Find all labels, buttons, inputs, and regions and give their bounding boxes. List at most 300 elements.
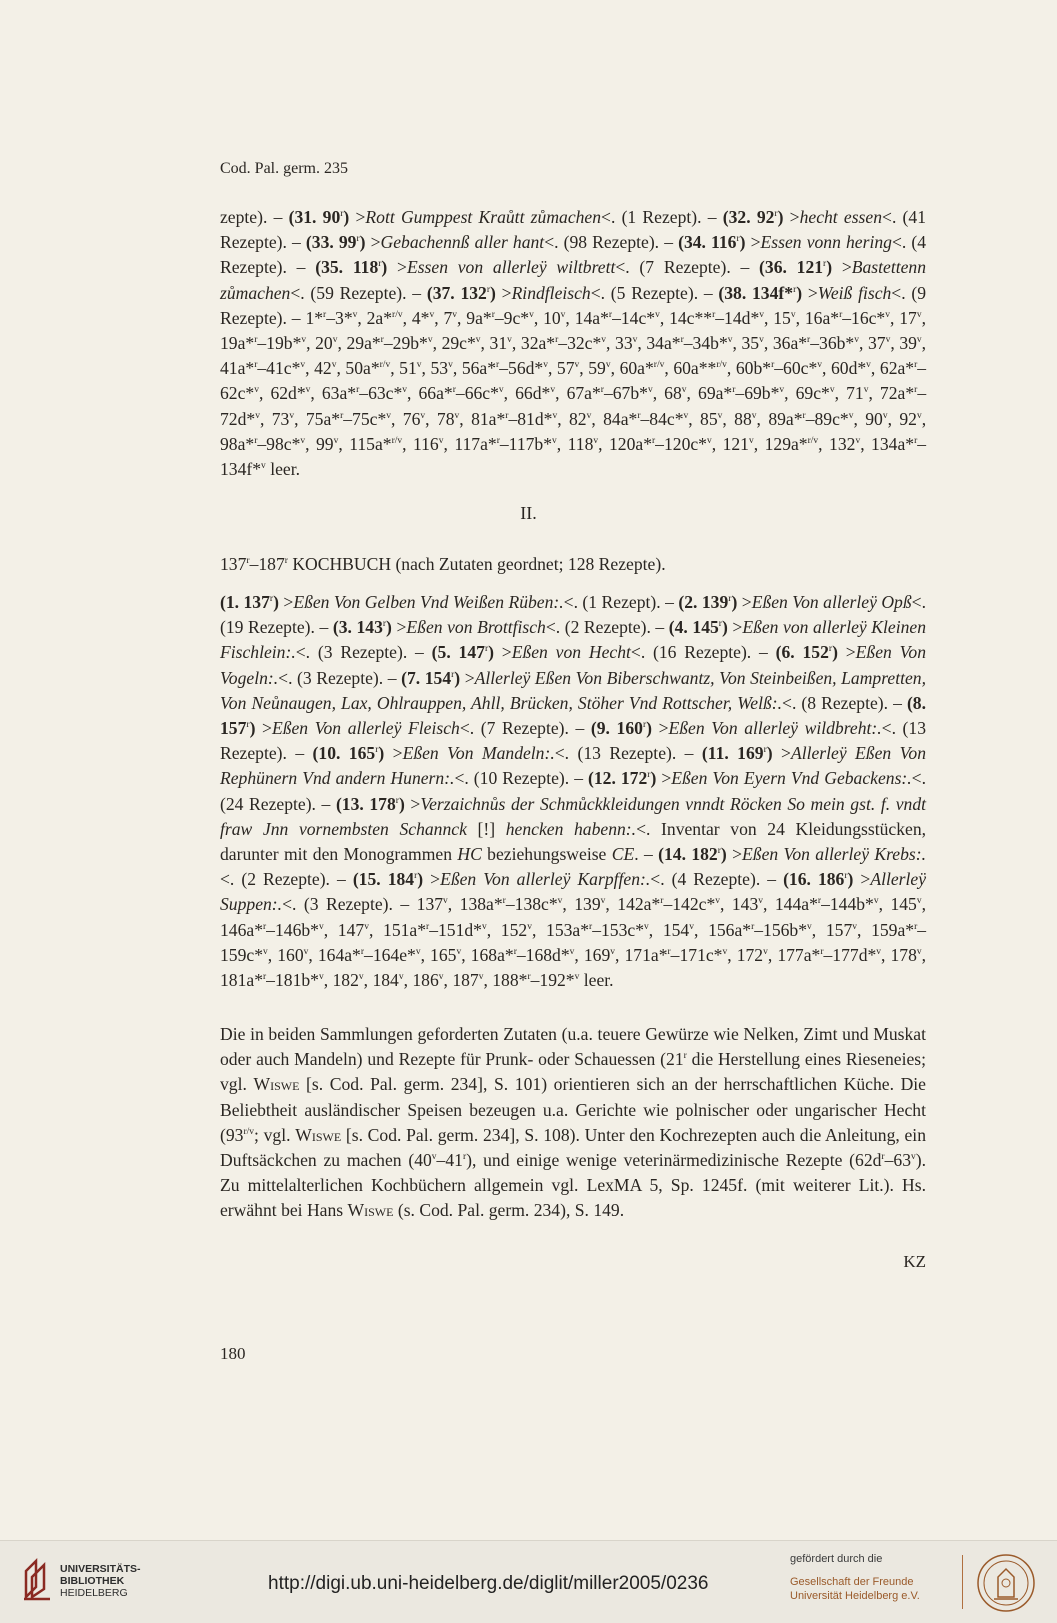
text-segment: Eßen Von allerleÿ Krebs:. (742, 844, 926, 865)
text-segment: v (574, 360, 580, 371)
text-segment: , 165 (420, 944, 457, 965)
text-segment: v (916, 309, 922, 320)
text-segment: v (402, 385, 408, 396)
text-segment: (34. 116 (678, 232, 737, 253)
text-segment: (6. 152 (775, 642, 829, 663)
text-segment: v (456, 946, 462, 957)
text-segment: –168d* (516, 944, 570, 965)
text-segment: , 160 (267, 944, 304, 965)
text-segment: v (916, 410, 922, 421)
text-segment: –60c* (774, 358, 818, 379)
text-segment: , 151a* (368, 919, 427, 940)
text-segment: r (914, 921, 918, 932)
text-segment: > (737, 592, 752, 612)
text-segment: v (427, 334, 433, 345)
text-segment: r (323, 309, 327, 320)
text-segment: v (748, 435, 754, 446)
text-segment: (9. 160 (590, 718, 643, 739)
text-segment: v (683, 410, 689, 421)
text-segment: , 14a* (565, 307, 609, 328)
text-segment: , 88 (722, 408, 752, 429)
text-segment: ) (796, 282, 803, 303)
text-segment: v (431, 1151, 437, 1162)
text-segment: , 32a* (511, 333, 556, 354)
text-segment: , 156a* (693, 919, 752, 940)
text-segment: , 4* (402, 307, 430, 328)
text-segment: v (300, 435, 306, 446)
text-segment: <. (41 Rezepte). – (220, 207, 926, 253)
text-segment: (35. 118 (315, 257, 379, 278)
text-segment: <. (1 Rezept). – (601, 207, 723, 227)
text-segment: v (429, 309, 435, 320)
text-segment: r (712, 309, 716, 320)
text-segment: Wiswe (347, 1200, 394, 1221)
text-segment: –63 (884, 1150, 911, 1171)
text-segment: , 34a* (637, 333, 681, 354)
text-segment: <. (24 Rezepte). – (220, 768, 926, 814)
text-segment: v (817, 360, 822, 371)
text-segment: r (496, 435, 500, 446)
text-segment: r (491, 309, 495, 320)
text-segment: r/v (392, 309, 403, 320)
text-segment: r (254, 435, 258, 446)
text-segment: v (364, 921, 369, 932)
text-segment: Eßen Von allerleÿ Opß (751, 592, 912, 612)
text-segment: , 121 (711, 433, 749, 454)
text-segment: <. (8 Rezepte). – (782, 692, 907, 713)
text-segment: , 153a* (531, 919, 590, 940)
text-segment: , 164a* (308, 944, 361, 965)
text-segment: –159c* (220, 919, 927, 965)
text-segment: , 2a* (357, 307, 393, 328)
text-segment: ) (646, 718, 652, 739)
text-segment: v (358, 971, 364, 982)
text-segment: , 182 (323, 970, 359, 991)
text-segment: <. (13 Rezepte). – (554, 743, 702, 764)
text-segment: r (360, 946, 365, 957)
text-segment: r (462, 1151, 467, 1162)
text-segment: v (759, 334, 764, 345)
text-segment: , 129a* (753, 433, 808, 454)
text-segment: , 16a* (795, 307, 840, 328)
text-segment: <. (7 Rezepte). – (459, 718, 591, 739)
text-segment: ) (386, 617, 392, 638)
text-segment: , 53 (421, 358, 449, 379)
text-segment: , 17 (889, 307, 917, 328)
text-segment: <. (19 Rezepte). – (220, 592, 926, 638)
text-segment: , 60b* (726, 358, 772, 379)
text-segment: , 67a* (555, 383, 601, 404)
text-segment: –84c* (640, 408, 684, 429)
text-segment: r (486, 284, 491, 295)
text-segment: , 62a* (870, 358, 915, 379)
text-segment: v (689, 921, 694, 932)
text-segment: Eßen Von allerleÿ wildbreht:. (668, 718, 882, 739)
text-segment: > (802, 282, 818, 303)
text-segment: > (391, 617, 407, 638)
text-segment: ). Zu mittelalterlichen Kochbüchern allgemein vgl. LexMA 5, Sp. 1245f. (mit weiterer Lit.). Hs. erwähnt bei Hans (220, 1150, 926, 1221)
text-segment: , 63a* (310, 383, 357, 404)
text-segment: v (527, 921, 532, 932)
text-segment: Eßen Von Eyern Vnd Gebackens:. (671, 768, 912, 789)
text-segment: ) (488, 642, 494, 663)
text-segment: , 85 (688, 408, 718, 429)
text-segment: (7. 154 (401, 667, 452, 688)
text-segment: <. (2 Rezepte). – (220, 869, 353, 890)
text-segment: v (717, 410, 723, 421)
text-segment: v (331, 360, 337, 371)
text-segment: r (505, 410, 509, 421)
text-segment: <. (4 Rezepte). – (220, 232, 927, 278)
text-segment: <. Inventar von 24 Kleidungsstücken, darunter mit den Monogrammen (220, 818, 927, 865)
library-name: UNIVERSITÄTS- BIBLIOTHEK HEIDELBERG (60, 1563, 141, 1599)
text-segment: , 99 (305, 433, 334, 454)
text-segment: v (569, 946, 575, 957)
text-segment: Allerleÿ Suppen:. (220, 869, 927, 915)
text-segment: Eßen Von allerleÿ Karpffen:. (440, 869, 651, 890)
text-segment: , 159a* (857, 919, 915, 940)
text-segment: <. (5 Rezepte). – (590, 282, 719, 303)
text-segment: v (550, 385, 556, 396)
text-segment: Wiswe (253, 1074, 300, 1095)
text-segment: –36b* (810, 333, 855, 354)
ub-heidelberg-logo-icon (22, 1557, 52, 1601)
text-segment: v (779, 385, 785, 396)
text-segment: <. (9 Rezepte). – 1* (220, 282, 927, 328)
text-segment: –89c* (805, 408, 849, 429)
text-segment: –134f* (220, 433, 927, 480)
text-segment: <. (98 Rezepte). – (544, 232, 679, 253)
text-segment: –69b* (735, 383, 780, 404)
text-segment: r (793, 284, 797, 295)
text-segment: r (667, 946, 671, 957)
text-segment: ), und einige wenige veterinärmedizinische Rezepte (62d (466, 1150, 882, 1171)
text-segment: v (863, 385, 869, 396)
text-segment: (2. 139 (678, 592, 729, 612)
text-segment: [s. Cod. Pal. germ. 234], S. 101) orientieren sich an der herrschaftlichen Küche. Die Beliebtheit ausländischer Speisen bezeugen u.a. Gerichte wie polnischer oder ungarischer Hecht (93 (220, 1074, 926, 1145)
text-segment: –192* (530, 970, 575, 991)
text-segment: , 31 (480, 333, 508, 354)
text-segment: r/v (379, 360, 391, 371)
text-segment: [s. Cod. Pal. germ. 234], S. 108). Unter den Kochrezepten auch die Anleitung, ein Duftsäckchen zu machen (40 (220, 1124, 926, 1171)
text-segment: , 42 (305, 358, 332, 379)
text-segment: Die in beiden Sammlungen geforderten Zutaten (u.a. teuere Gewürze wie Nelken, Zimt und Muskat oder auch Mandeln) und Rezepte für Prunk- oder Schauessen (21 (220, 1024, 926, 1070)
running-header: Cod. Pal. germ. 235 (220, 160, 348, 177)
text-segment: v (263, 946, 268, 957)
text-segment: r (426, 921, 430, 932)
text-segment: r/v (653, 360, 665, 371)
text-segment: v (475, 334, 481, 345)
text-segment: > (745, 232, 761, 253)
text-segment: , 118 (556, 433, 594, 454)
text-segment: Allerleÿ Eßen Von Rephünern Vnd andern Hunern:. (220, 743, 927, 789)
text-segment: beziehungsweise (481, 844, 612, 865)
section-heading (220, 552, 926, 577)
text-segment: r (356, 234, 360, 245)
text-segment: ) (650, 768, 657, 789)
text-segment: , 147 (323, 919, 365, 940)
text-segment: <. (2 Rezepte). – (545, 617, 669, 638)
text-segment: r (527, 971, 531, 982)
text-segment: , 84a* (591, 408, 638, 429)
text-segment: Eßen von allerleÿ Kleinen Fischlein:. (220, 617, 927, 663)
text-segment: . – (634, 844, 659, 865)
text-segment: Essen von allerleÿ wiltbrett (406, 257, 616, 278)
text-segment: (33. 99 (305, 232, 357, 253)
paragraph-recipes-continued (220, 205, 926, 482)
text-segment: , 171a* (615, 944, 668, 965)
text-segment: , 62d* (258, 383, 306, 404)
text-segment: v (333, 435, 339, 446)
text-segment: Essen vonn hering (760, 232, 892, 253)
text-segment: , 138a* (447, 894, 503, 915)
text-segment: , 177a* (767, 944, 821, 965)
text-segment: , 139 (562, 894, 601, 915)
text-segment: r (340, 208, 344, 219)
text-segment: v (415, 946, 421, 957)
text-segment: v (605, 360, 611, 371)
text-segment: r (263, 971, 267, 982)
text-segment: zepte). – (220, 207, 289, 227)
text-segment: r (496, 360, 500, 371)
text-segment: v (420, 410, 426, 421)
text-segment: v (318, 921, 324, 932)
text-segment: r (513, 946, 517, 957)
text-segment: –164e* (364, 944, 416, 965)
text-segment: –41 (436, 1150, 463, 1171)
text-segment: > (837, 642, 856, 663)
text-segment: ) (381, 257, 388, 278)
text-segment: –9c* (494, 307, 530, 328)
text-segment: leer. (265, 459, 300, 480)
text-segment: (14. 182 (658, 844, 718, 865)
text-segment: , 178 (881, 944, 917, 965)
text-segment: –98c* (257, 433, 301, 454)
text-segment: v (655, 309, 660, 320)
text-segment: leer. (579, 970, 614, 991)
text-segment: , 33 (606, 333, 633, 354)
text-segment: <. (7 Rezepte). – (615, 257, 760, 278)
text-segment: r/v (243, 1126, 255, 1137)
text-segment: r (356, 385, 360, 396)
text-segment: , 57 (547, 358, 575, 379)
text-segment: > (783, 207, 800, 227)
text-segment: ) (249, 718, 256, 739)
text-segment: , 69c* (784, 383, 830, 404)
text-segment: CE (611, 844, 635, 865)
text-segment: –41c* (257, 358, 301, 379)
text-segment: > (832, 257, 852, 278)
text-segment: , 116 (402, 433, 439, 454)
text-segment: r (414, 871, 418, 882)
text-segment: r (284, 555, 288, 566)
text-segment: ) (378, 743, 385, 764)
text-segment: v (586, 410, 592, 421)
text-segment: , 51 (390, 358, 417, 379)
text-segment: ) (720, 844, 727, 865)
text-segment: , 144a* (763, 894, 818, 915)
text-segment: , 181a* (220, 944, 927, 991)
text-segment: Rott Gumppest Kraůtt zůmachen (365, 207, 602, 227)
text-segment: –32c* (558, 333, 602, 354)
text-segment: r (660, 896, 664, 907)
text-segment: Eßen von Hecht (511, 642, 631, 663)
text-segment: , 78 (425, 408, 455, 429)
text-segment: (4. 145 (668, 617, 719, 638)
text-segment: –14d* (715, 307, 760, 328)
text-segment: v (438, 971, 444, 982)
text-segment: v (790, 309, 796, 320)
text-segment: (31. 90 (288, 207, 341, 227)
text-segment: v (352, 309, 358, 320)
text-segment: Bastettenn zůmachen (220, 257, 927, 303)
text-segment: v (478, 971, 484, 982)
text-segment: > (278, 592, 294, 612)
text-segment: v (300, 360, 306, 371)
text-segment: v (876, 946, 882, 957)
text-segment: v (610, 946, 616, 957)
text-segment: v (498, 385, 504, 396)
text-segment: , 152 (486, 919, 528, 940)
text-segment: > (656, 768, 672, 789)
text-segment: , 89a* (756, 408, 803, 429)
section-number: II. (520, 503, 537, 523)
text-segment: (11. 169 (701, 743, 764, 764)
text-segment: –3* (326, 307, 353, 328)
text-segment: r (263, 921, 267, 932)
text-segment: v (763, 946, 768, 957)
text-segment: –142c* (663, 894, 716, 915)
permalink-url[interactable]: http://digi.ub.uni-heidelberg.de/diglit/miller2005/0236 (268, 1573, 709, 1594)
text-segment: r (718, 619, 722, 630)
text-segment: , 29c* (432, 333, 476, 354)
text-segment: v (254, 385, 259, 396)
text-segment: v (852, 921, 857, 932)
text-segment: r (375, 745, 379, 756)
text-segment: v (873, 896, 879, 907)
text-segment: , 39 (890, 333, 917, 354)
text-segment: ) (777, 207, 784, 227)
text-segment: (13. 178 (335, 793, 396, 814)
text-segment: Rindfleisch (511, 282, 591, 303)
text-segment: r (484, 644, 489, 655)
text-segment: r (340, 410, 344, 421)
text-segment: ) (490, 282, 496, 303)
text-segment: r (802, 410, 806, 421)
text-segment: v (601, 334, 607, 345)
text-segment: , 145 (878, 894, 917, 915)
text-segment: v (910, 1151, 916, 1162)
text-segment: (15. 184 (352, 869, 415, 890)
text-segment: ) (847, 869, 854, 890)
text-segment: v (560, 309, 566, 320)
text-segment: v (593, 435, 599, 446)
text-segment: r (774, 208, 778, 219)
text-segment: v (751, 410, 757, 421)
text-segment: –151d* (429, 919, 482, 940)
text-segment: ) (417, 869, 424, 890)
text-segment: r (683, 1051, 687, 1062)
text-segment: > (726, 844, 743, 865)
text-segment: r (817, 896, 822, 907)
text-segment: ) (359, 232, 366, 253)
text-segment: Eßen von Brottfisch (406, 617, 546, 638)
text-segment: v (386, 410, 391, 421)
text-segment: , 37 (858, 333, 886, 354)
text-segment: ) (826, 257, 833, 278)
text-segment: –62c* (220, 358, 927, 404)
text-segment: –14c* (612, 307, 656, 328)
text-segment: , 172 (727, 944, 764, 965)
text-segment: <. (3 Rezepte). – (295, 642, 432, 663)
text-segment: –75c* (343, 408, 387, 429)
text-segment: –144b* (821, 894, 874, 915)
text-segment: , 143 (720, 894, 759, 915)
university-seal-icon (976, 1553, 1036, 1613)
text-segment: v (552, 410, 558, 421)
text-segment: ) (739, 232, 746, 253)
page-number: 180 (220, 1344, 246, 1363)
paragraph-kochbuch-contents (220, 590, 926, 993)
text-segment: Eßen Von Vogeln:. (220, 642, 927, 688)
text-segment: (s. Cod. Pal. germ. 234), S. 149. (393, 1200, 625, 1221)
text-segment: v (706, 435, 712, 446)
text-segment: v (866, 360, 871, 371)
text-segment: , 36a* (763, 333, 808, 354)
text-segment: v (600, 896, 606, 907)
text-segment: (5. 147 (431, 642, 485, 663)
text-segment: r (828, 644, 833, 655)
text-segment: > (255, 718, 272, 739)
text-segment: v (854, 334, 859, 345)
text-segment: v (807, 921, 812, 932)
text-segment: –146b* (266, 919, 319, 940)
text-segment: , 68 (652, 383, 682, 404)
text-segment: <. (10 Rezepte). – (454, 768, 589, 789)
text-segment: > (460, 667, 475, 688)
text-segment: r (736, 234, 740, 245)
text-segment: r (881, 1151, 885, 1162)
text-segment: hencken habenn:. (505, 818, 637, 839)
text-segment: <. (59 Rezepte). – (290, 282, 427, 303)
text-segment: –187 (249, 554, 285, 574)
text-segment: v (916, 334, 922, 345)
text-segment: > (349, 207, 366, 227)
text-segment: r (502, 896, 506, 907)
text-segment: , 188* (483, 970, 528, 991)
text-segment: r (600, 385, 604, 396)
text-segment: v (255, 410, 260, 421)
text-segment: r (914, 385, 918, 396)
text-segment: r (451, 669, 455, 680)
text-segment: (10. 165 (312, 743, 376, 764)
text-segment: r (914, 435, 918, 446)
text-segment: v (543, 360, 548, 371)
text-segment: r (380, 334, 384, 345)
text-segment: –63c* (359, 383, 403, 404)
text-segment: v (916, 896, 922, 907)
text-segment: Allerleÿ Eßen Von Biberschwantz, Von Steinbeißen, Lampretten, Von Neůnaugen, Lax, Ohlrauppen, Ahll, Brücken, Stöher Vnd Rottscher, Welß:. (220, 667, 927, 713)
footer-divider (962, 1555, 963, 1609)
text-segment: v (632, 334, 638, 345)
text-segment: v (681, 385, 687, 396)
text-segment: –34b* (683, 333, 728, 354)
text-segment: , 69a* (686, 383, 733, 404)
text-segment: > (493, 642, 512, 663)
text-segment: r (839, 309, 843, 320)
text-segment: ) (766, 743, 773, 764)
text-segment: v (448, 360, 453, 371)
